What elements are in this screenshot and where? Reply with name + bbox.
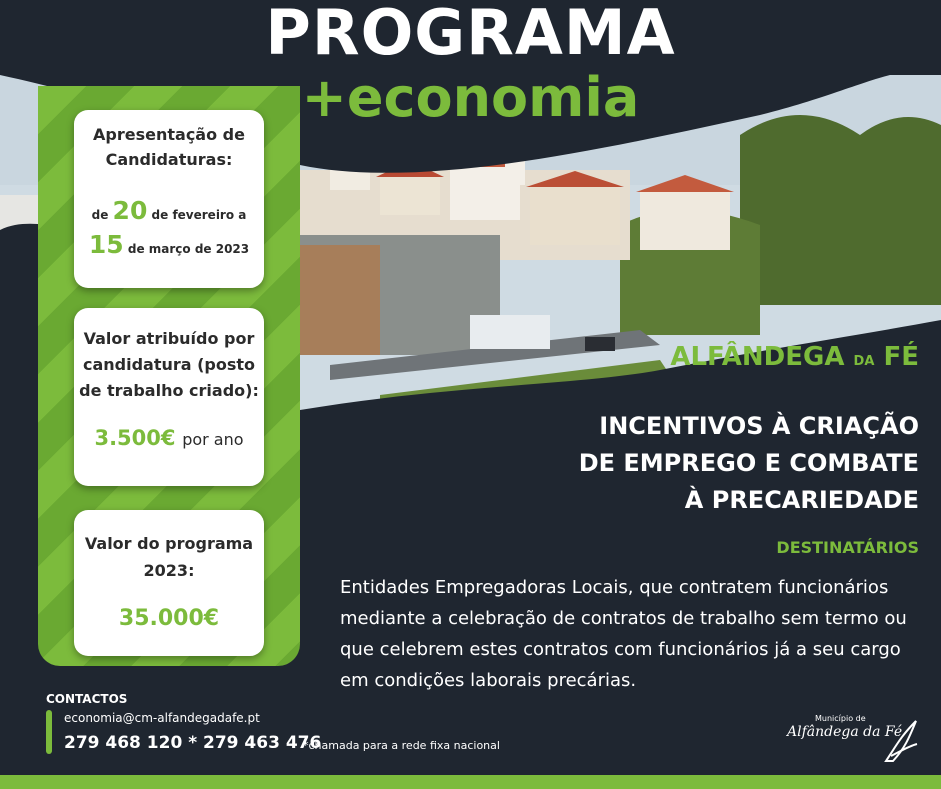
value-amount: 3.500€ [94,426,176,450]
submission-start [74,196,264,230]
contact-phones[interactable]: 279 468 120 * 279 463 476 [64,733,322,753]
logo-line1: Município de [815,714,866,723]
place-name [670,342,919,372]
program-subtitle: +economia [301,66,640,129]
contacts-label: CONTACTOS [46,692,128,706]
phones-note: *chamada para a rede fixa nacional [303,739,500,752]
to-day: 15 [88,230,124,259]
place-part2: FÉ [883,342,919,372]
headline-line1: INCENTIVOS À CRIAÇÃO [599,412,919,440]
contacts-accent-bar [46,710,52,754]
program-value-heading: Valor do programa 2023: [84,534,254,580]
value-period: por ano [182,430,244,449]
program-title: PROGRAMA [265,0,676,69]
value-heading: Valor atribuído por candidatura (posto de trabalho criado): [79,329,259,400]
logo-line2: Alfândega da Fé [787,724,903,740]
bird-icon [881,716,921,766]
value-amount-row [74,426,264,450]
place-small: DA [853,354,875,369]
headline [359,408,919,519]
recipients-label: DESTINATÁRIOS [776,538,919,557]
headline-line2: DE EMPREGO E COMBATE [578,449,919,477]
value-per-application-card [74,308,264,486]
from-month: de fevereiro a [151,208,247,222]
from-prefix: de [91,208,109,222]
program-value-amount: 35.000€ [118,606,220,631]
program-value-card [74,510,264,656]
place-part1: ALFÂNDEGA [670,342,845,372]
headline-line3: À PRECARIEDADE [684,486,919,514]
recipients-text: Entidades Empregadoras Locais, que contratem funcionários mediante a celebração de contratos de trabalho sem termo ou que celebrem estes contratos com funcionários já a seu cargo em condições laborais precárias. [340,577,907,691]
municipality-logo [785,712,925,770]
submission-end [74,230,264,264]
from-day: 20 [112,196,148,225]
to-month: de março de 2023 [127,242,250,256]
contact-email[interactable]: economia@cm-alfandegadafe.pt [64,711,260,725]
submission-heading: Apresentação de Candidaturas: [93,125,245,169]
submission-card [74,110,264,288]
bottom-bar [0,775,941,789]
